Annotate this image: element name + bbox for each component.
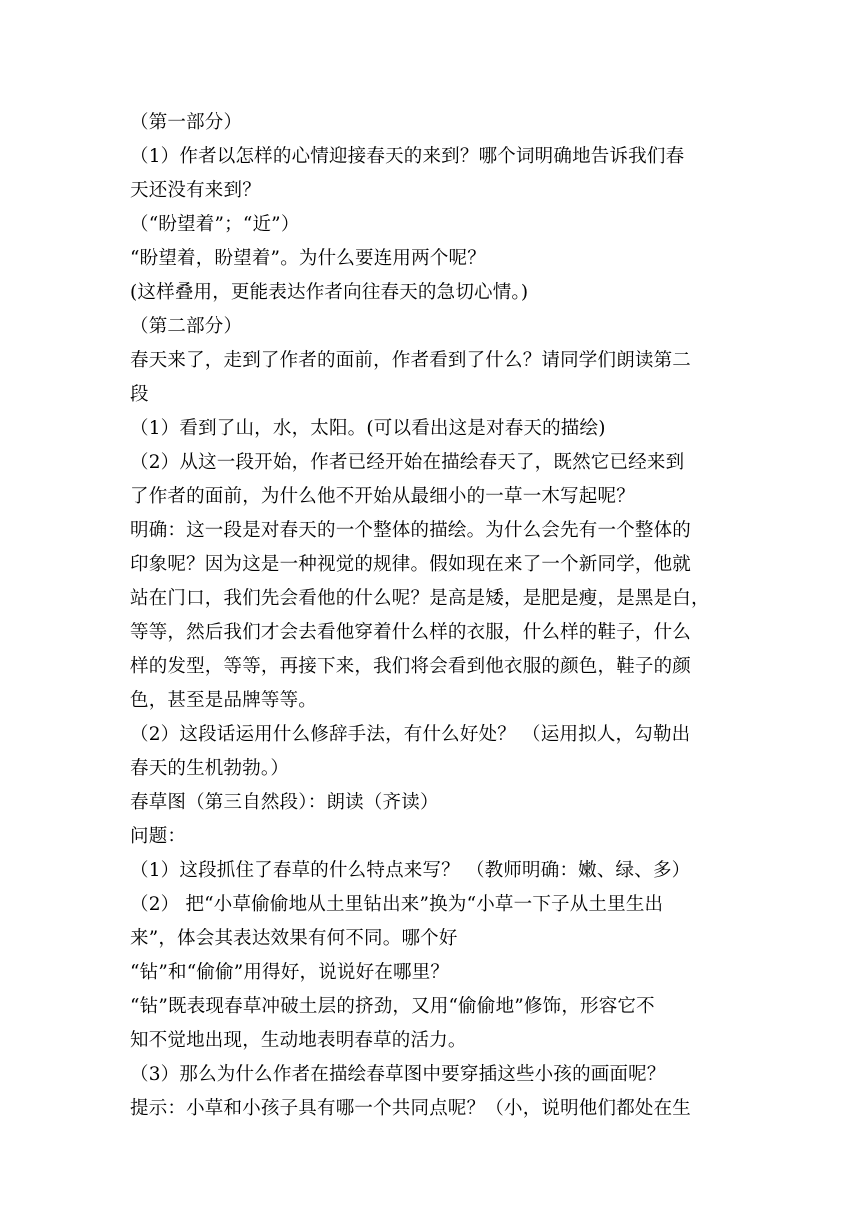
text-line: “盼望着，盼望着”。为什么要连用两个呢？ (130, 248, 486, 269)
section-heading-part-one: （第一部分） (130, 112, 243, 133)
text-line: （2）从这一段开始，作者已经开始在描绘春天了，既然它已经来到 (130, 452, 685, 473)
text-line: 问题： (130, 826, 187, 847)
text-line: 知不觉地出现，生动地表明春草的活力。 (130, 1030, 467, 1051)
text-line: 春天的生机勃勃。） (130, 758, 290, 779)
text-line: (这样叠用，更能表达作者向往春天的急切心情。) (130, 282, 529, 303)
text-line: 了作者的面前，为什么他不开始从最细小的一草一木写起呢？ (130, 486, 635, 507)
document-body (130, 106, 730, 1126)
text-line: 印象呢？因为这是一种视觉的规律。假如现在来了一个新同学，他就 (130, 554, 692, 575)
text-line: （1）作者以怎样的心情迎接春天的来到？哪个词明确地告诉我们春 (130, 146, 685, 167)
text-line: 提示：小草和小孩子具有哪一个共同点呢？（小，说明他们都处在生 (130, 1098, 692, 1119)
text-line: （“盼望着”；“近”） (130, 214, 300, 235)
text-line: 等等，然后我们才会去看他穿着什么样的衣服，什么样的鞋子，什么 (130, 622, 692, 643)
text-line: （1）看到了山，水，太阳。(可以看出这是对春天的描绘) (130, 418, 606, 439)
text-line: “钻”既表现春草冲破土层的挤劲，又用“偷偷地”修饰，形容它不 (130, 996, 655, 1017)
text-line: 来”，体会其表达效果有何不同。哪个好 (130, 928, 458, 949)
text-line: 春天来了，走到了作者的面前，作者看到了什么？请同学们朗读第二 (130, 350, 692, 371)
text-line: 站在门口，我们先会看他的什么呢？是高是矮，是肥是瘦，是黑是白， (130, 588, 710, 609)
text-line: （3）那么为什么作者在描绘春草图中要穿插这些小孩的画面呢？ (130, 1064, 666, 1085)
text-line: 天还没有来到？ (130, 180, 261, 201)
text-line: 段 (130, 384, 149, 405)
text-line: 春草图（第三自然段）：朗读（齐读） (130, 792, 439, 813)
text-line: 样的发型，等等，再接下来，我们将会看到他衣服的颜色，鞋子的颜 (130, 656, 692, 677)
text-line: （1）这段抓住了春草的什么特点来写？ （教师明确：嫩、绿、多） (130, 860, 691, 881)
text-line: 明确：这一段是对春天的一个整体的描绘。为什么会先有一个整体的 (130, 520, 692, 541)
text-line: （2） 把“小草偷偷地从土里钻出来”换为“小草一下子从土里生出 (130, 894, 664, 915)
text-line: 色，甚至是品牌等等。 (130, 690, 318, 711)
text-line: “钻”和“偷偷”用得好，说说好在哪里？ (130, 962, 450, 983)
text-line: （2）这段话运用什么修辞手法，有什么好处？ （运用拟人，勾勒出 (130, 724, 691, 745)
section-heading-part-two: （第二部分） (130, 316, 243, 337)
